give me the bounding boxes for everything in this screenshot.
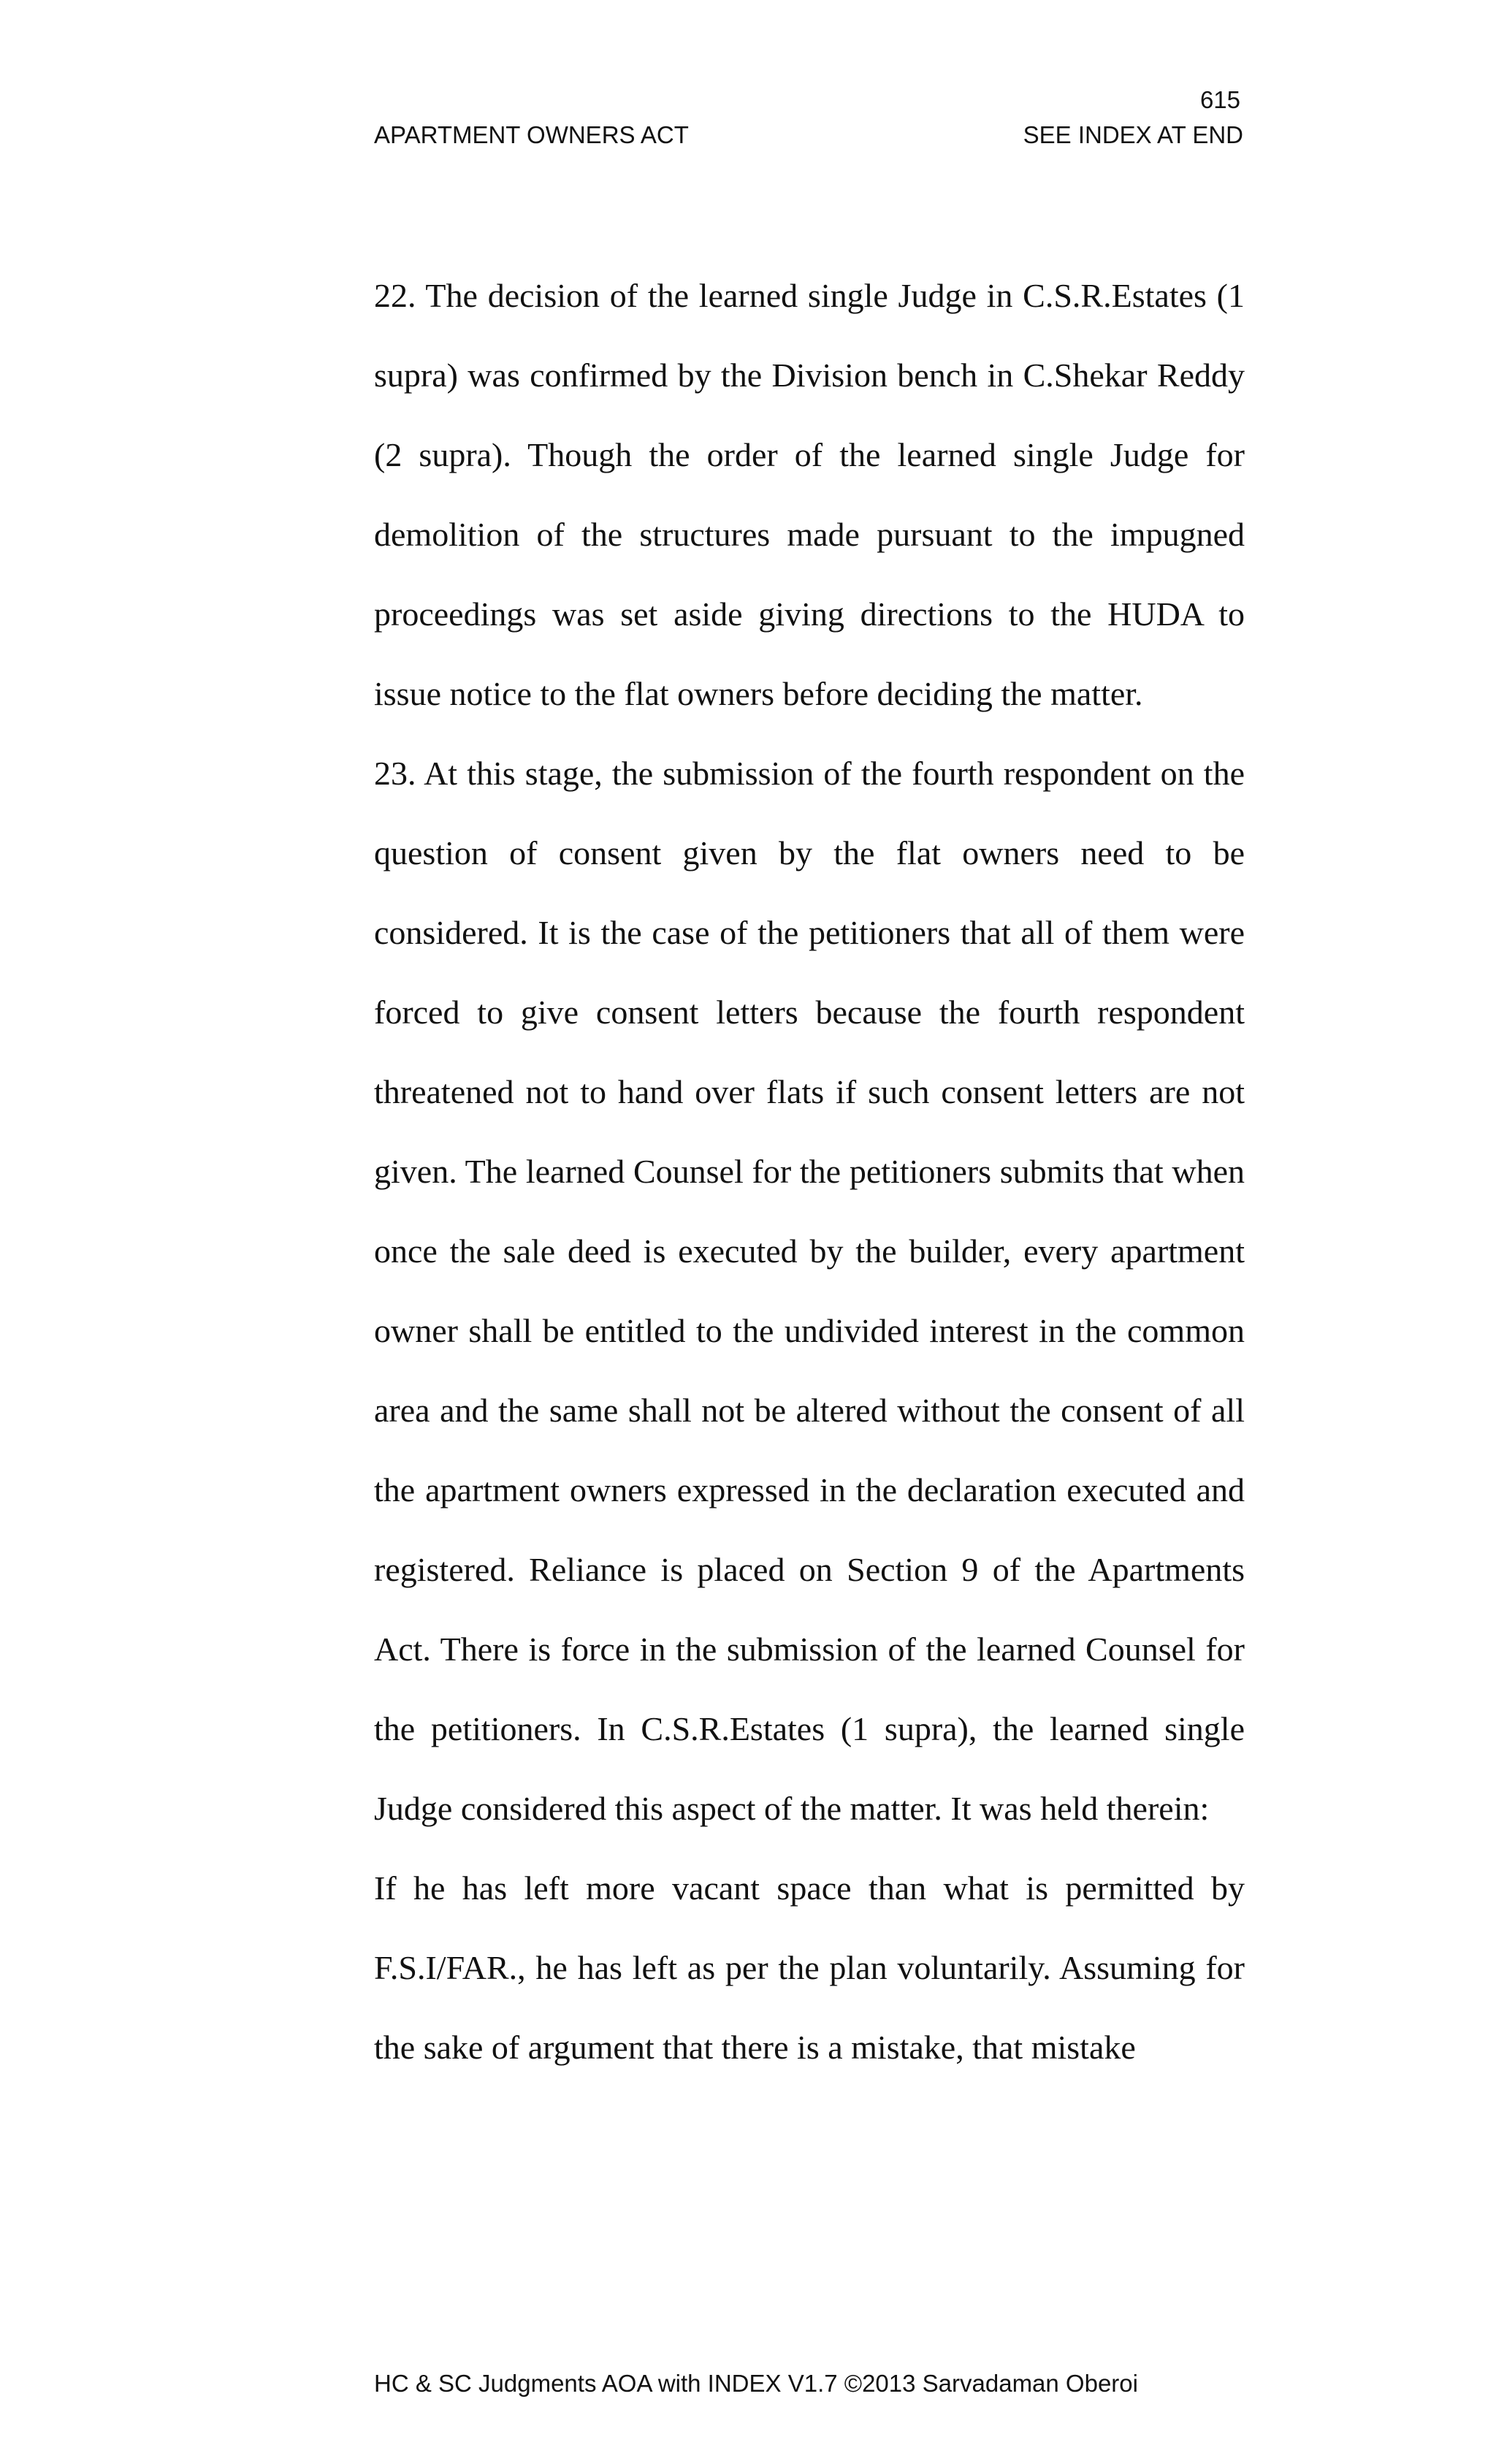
running-header-title: APARTMENT OWNERS ACT [374,121,689,148]
paragraph-22: 22. The decision of the learned single Judge in C.S.R.Estates (1 supra) was confirmed by the Division bench in C.Shekar Reddy (2 supra). Though the order of the learned single Judge for demolition of the structures made pursuant to the impugned proceedings was set aside giving directions to the HUDA to issue notice to the flat owners before deciding the matter. [374,277,1245,712]
running-header-index-note: SEE INDEX AT END [1023,121,1243,148]
paragraph-23: 23. At this stage, the submission of the fourth respondent on the question of consent given by the flat owners need to be considered. It is the case of the petitioners that all of them were forced to give consent letters because the fourth respondent threatened not to hand over flats if such consent letters are not given. The learned Counsel for the petitioners submits that when once the sale deed is executed by the builder, every apartment owner shall be entitled to the undivided interest in the common area and the same shall not be altered without the consent of all the apartment owners expressed in the declaration executed and registered. Reliance is placed on Section 9 of the Apartments Act. There is force in the submission of the learned Counsel for the petitioners. In C.S.R.Estates (1 supra), the learned single Judge considered this aspect of the matter. It was held therein: [374,755,1245,1827]
quoted-paragraph: If he has left more vacant space than what is permitted by F.S.I/FAR., he has left as per the plan voluntarily. Assuming for the sake of argument that there is a mistake, that mistake [374,1869,1245,2066]
document-body [374,256,1245,2087]
page-number: 615 [1199,86,1240,113]
page-footer: HC & SC Judgments AOA with INDEX V1.7 ©2013 Sarvadaman Oberoi [374,2370,1138,2397]
